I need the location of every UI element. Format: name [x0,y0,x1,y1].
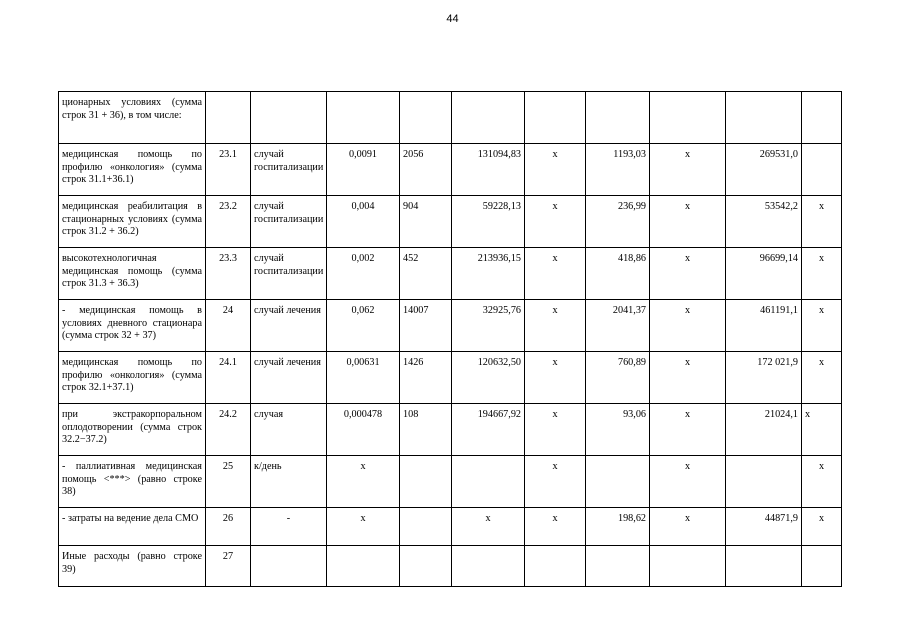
row-col9: х [650,352,726,404]
row-description: ционарных условиях (сумма строк 31 + 36), в том числе: [59,92,206,144]
row-norm: х [327,456,400,508]
row-total: 21024,1 [726,404,802,456]
row-description: медицинская реабилитация в стационарных условиях (сумма строк 31.2 + 36.2) [59,196,206,248]
row-col9: х [650,300,726,352]
row-code [206,92,251,144]
row-col11: х [802,196,842,248]
row-volume: 108 [400,404,452,456]
row-total [726,92,802,144]
row-cost [452,546,525,587]
row-description: медицинская помощь по профилю «онкология» (сумма строк 32.1+37.1) [59,352,206,404]
row-col7: х [525,196,586,248]
row-total: 53542,2 [726,196,802,248]
row-volume: 452 [400,248,452,300]
row-col9: х [650,248,726,300]
row-unit: случай госпитализации [251,196,327,248]
row-cost [452,92,525,144]
table-row [59,456,842,508]
row-volume: 1426 [400,352,452,404]
table-row [59,196,842,248]
row-col7: х [525,508,586,546]
row-volume: 904 [400,196,452,248]
row-cost: 120632,50 [452,352,525,404]
row-col7: х [525,248,586,300]
row-per-capita: 93,06 [586,404,650,456]
row-per-capita [586,546,650,587]
row-per-capita: 2041,37 [586,300,650,352]
row-unit: - [251,508,327,546]
row-cost: х [452,508,525,546]
row-col7: х [525,456,586,508]
table-row [59,92,842,144]
row-col9: х [650,144,726,196]
row-col7: х [525,144,586,196]
table-row [59,546,842,587]
table-row [59,300,842,352]
row-code: 24.2 [206,404,251,456]
row-code: 23.2 [206,196,251,248]
row-col11: х [802,404,842,456]
row-total: 269531,0 [726,144,802,196]
row-norm: х [327,508,400,546]
row-col9 [650,92,726,144]
table-row [59,144,842,196]
row-cost: 213936,15 [452,248,525,300]
row-code: 24 [206,300,251,352]
row-col9 [650,546,726,587]
row-total: 44871,9 [726,508,802,546]
row-col11 [802,92,842,144]
row-cost: 59228,13 [452,196,525,248]
row-unit: случая [251,404,327,456]
row-description: - медицинская помощь в условиях дневного стационара (сумма строк 32 + 37) [59,300,206,352]
row-norm: 0,002 [327,248,400,300]
row-col11: х [802,248,842,300]
row-volume [400,456,452,508]
row-total [726,456,802,508]
row-code: 27 [206,546,251,587]
row-code: 23.3 [206,248,251,300]
row-description: - паллиативная медицинская помощь <***> (равно строке 38) [59,456,206,508]
row-col11: х [802,352,842,404]
row-unit: к/день [251,456,327,508]
page-number: 44 [446,13,459,25]
row-col11 [802,144,842,196]
row-per-capita [586,456,650,508]
row-col9: х [650,196,726,248]
row-volume [400,546,452,587]
row-description: высокотехнологичная медицинская помощь (сумма строк 31.3 + 36.3) [59,248,206,300]
row-unit: случай госпитализации [251,144,327,196]
row-unit [251,546,327,587]
row-unit: случай лечения [251,352,327,404]
row-description: медицинская помощь по профилю «онкология» (сумма строк 31.1+36.1) [59,144,206,196]
row-norm: 0,062 [327,300,400,352]
row-code: 25 [206,456,251,508]
row-code: 24.1 [206,352,251,404]
row-description: Иные расходы (равно строке 39) [59,546,206,587]
row-volume: 14007 [400,300,452,352]
table-row [59,404,842,456]
row-code: 23.1 [206,144,251,196]
row-cost: 32925,76 [452,300,525,352]
row-description: при экстракорпоральном оплодотворении (сумма строк 32.2−37.2) [59,404,206,456]
row-norm: 0,004 [327,196,400,248]
row-unit: случай госпитализации [251,248,327,300]
row-per-capita: 760,89 [586,352,650,404]
row-cost: 194667,92 [452,404,525,456]
row-total: 172 021,9 [726,352,802,404]
row-norm [327,546,400,587]
row-norm [327,92,400,144]
row-col7 [525,92,586,144]
table-row [59,352,842,404]
row-col7: х [525,404,586,456]
row-total [726,546,802,587]
row-per-capita: 236,99 [586,196,650,248]
row-per-capita: 198,62 [586,508,650,546]
row-col11: х [802,300,842,352]
row-norm: 0,0091 [327,144,400,196]
row-per-capita: 418,86 [586,248,650,300]
row-per-capita: 1193,03 [586,144,650,196]
row-col11: х [802,508,842,546]
row-total: 96699,14 [726,248,802,300]
row-cost: 131094,83 [452,144,525,196]
row-total: 461191,1 [726,300,802,352]
financing-table [58,91,842,587]
table-row [59,248,842,300]
row-col7: х [525,352,586,404]
row-description: - затраты на ведение дела СМО [59,508,206,546]
row-norm: 0,000478 [327,404,400,456]
table-row [59,508,842,546]
row-col7 [525,546,586,587]
row-col11: х [802,456,842,508]
row-volume [400,92,452,144]
row-norm: 0,00631 [327,352,400,404]
row-cost [452,456,525,508]
row-col9: х [650,508,726,546]
row-col7: х [525,300,586,352]
row-unit: случай лечения [251,300,327,352]
row-col11 [802,546,842,587]
row-volume: 2056 [400,144,452,196]
row-col9: х [650,456,726,508]
row-per-capita [586,92,650,144]
row-code: 26 [206,508,251,546]
row-volume [400,508,452,546]
row-col9: х [650,404,726,456]
row-unit [251,92,327,144]
